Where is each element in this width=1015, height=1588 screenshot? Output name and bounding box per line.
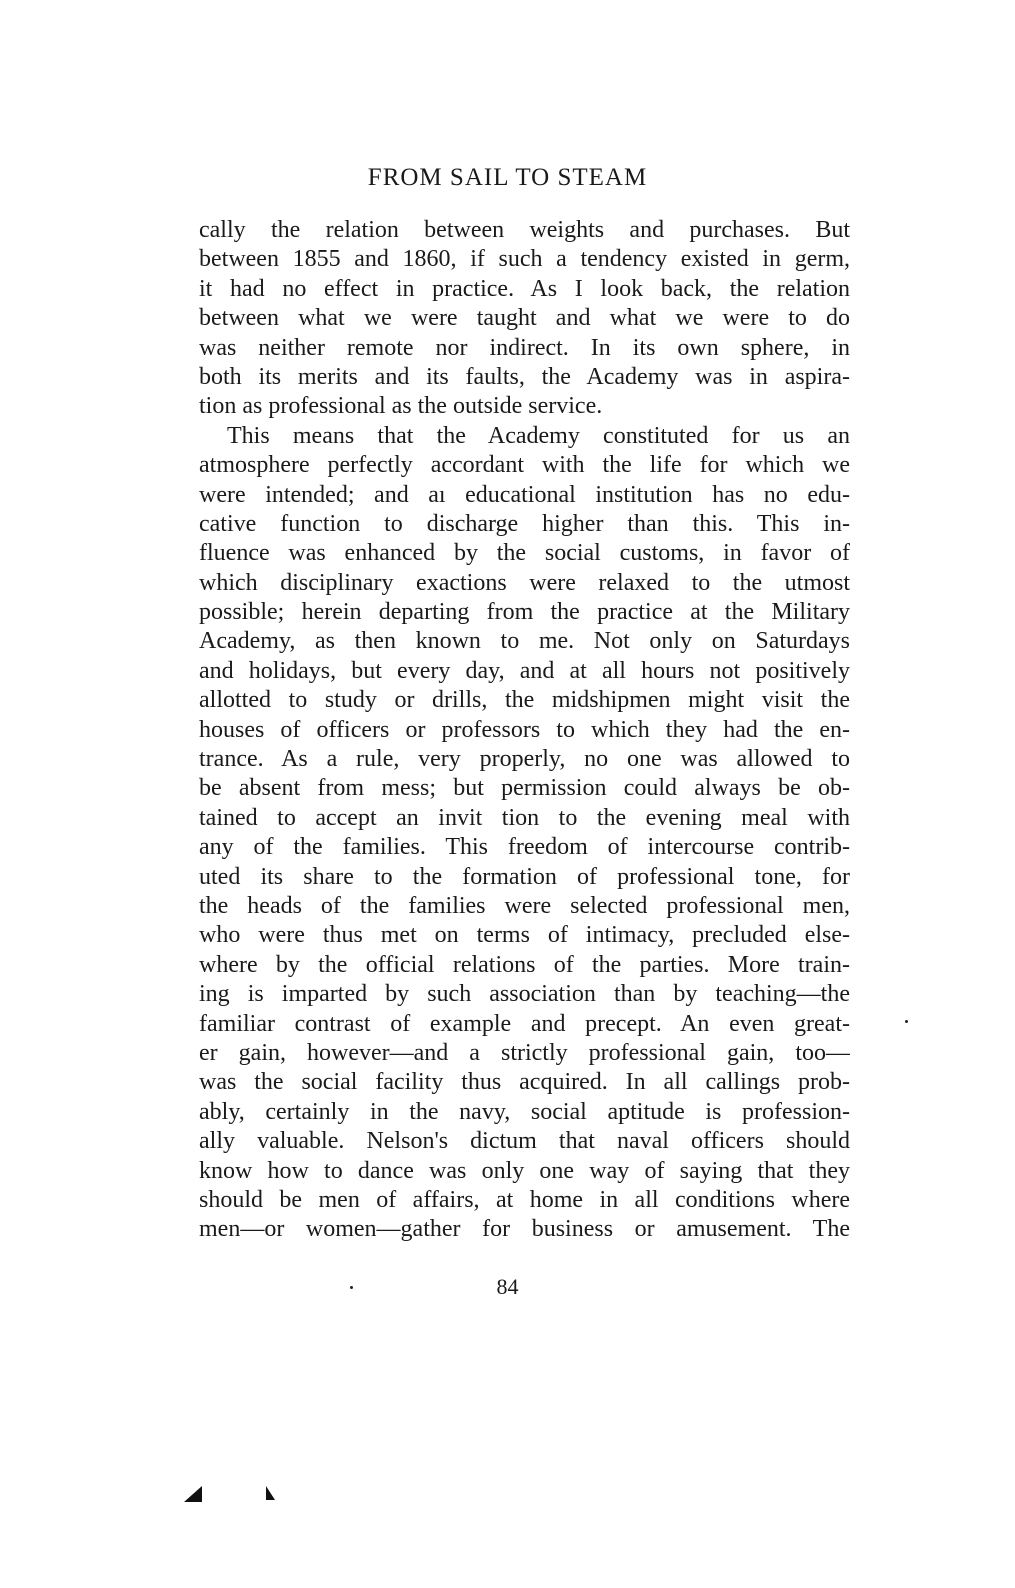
text-line: know how to dance was only one way of saying that they	[199, 1157, 850, 1184]
text-line: and holidays, but every day, and at all hours not positively	[199, 657, 850, 684]
text-line: ally valuable. Nelson's dictum that naval officers should	[199, 1128, 850, 1155]
scan-mark-right-icon	[266, 1486, 275, 1500]
text-line: familiar contrast of example and precept. An even great-	[199, 1010, 850, 1037]
body-text	[199, 216, 850, 1245]
text-line: ably, certainly in the navy, social aptitude is profession-	[199, 1098, 850, 1125]
text-line: atmosphere perfectly accordant with the life for which we	[199, 452, 850, 479]
text-line: cally the relation between weights and purchases. But	[199, 217, 850, 243]
text-line: were intended; and aı educational institution has no edu-	[199, 481, 850, 508]
scan-speck	[905, 1020, 908, 1023]
text-line: any of the families. This freedom of intercourse contrib-	[199, 834, 850, 861]
text-line: uted its share to the formation of professional tone, for	[199, 863, 850, 890]
running-head: FROM SAIL TO STEAM	[367, 164, 648, 191]
text-line: This means that the Academy constituted for us an	[227, 422, 850, 449]
text-line: where by the official relations of the parties. More train-	[199, 951, 850, 978]
scan-mark-left-icon	[184, 1486, 202, 1502]
text-line: possible; herein departing from the practice at the Military	[199, 599, 850, 626]
text-line: between what we were taught and what we were to do	[199, 305, 850, 332]
text-line: ing is imparted by such association than by teaching—the	[199, 981, 850, 1008]
text-line: both its merits and its faults, the Academy was in aspira-	[199, 363, 850, 390]
text-line: it had no effect in practice. As I look back, the relation	[199, 275, 850, 302]
text-line: was the social facility thus acquired. In all callings prob-	[199, 1069, 850, 1096]
text-line: be absent from mess; but permission could always be ob-	[199, 775, 850, 802]
text-line: tained to accept an invit tion to the evening meal with	[199, 804, 850, 831]
text-line: was neither remote nor indirect. In its own sphere, in	[199, 334, 850, 361]
text-line: who were thus met on terms of intimacy, precluded else-	[199, 922, 850, 949]
text-line: between 1855 and 1860, if such a tendency existed in germ,	[199, 246, 850, 273]
text-line: trance. As a rule, very properly, no one was allowed to	[199, 746, 850, 773]
text-line: houses of officers or professors to which they had the en-	[199, 716, 850, 743]
text-line: men—or women—gather for business or amusement. The	[199, 1216, 850, 1243]
text-line: which disciplinary exactions were relaxed to the utmost	[199, 569, 850, 596]
page-number: 84	[496, 1274, 519, 1299]
text-line: tion as professional as the outside service.	[199, 393, 603, 420]
text-line: the heads of the families were selected professional men,	[199, 892, 850, 919]
text-line: fluence was enhanced by the social customs, in favor of	[199, 540, 850, 567]
text-line: Academy, as then known to me. Not only on Saturdays	[199, 628, 850, 655]
text-line: allotted to study or drills, the midshipmen might visit the	[199, 687, 850, 714]
text-line: cative function to discharge higher than this. This in-	[199, 510, 850, 537]
text-line: should be men of affairs, at home in all conditions where	[199, 1186, 850, 1213]
scan-speck	[350, 1286, 353, 1289]
text-line: er gain, however—and a strictly professional gain, too—	[199, 1039, 850, 1066]
